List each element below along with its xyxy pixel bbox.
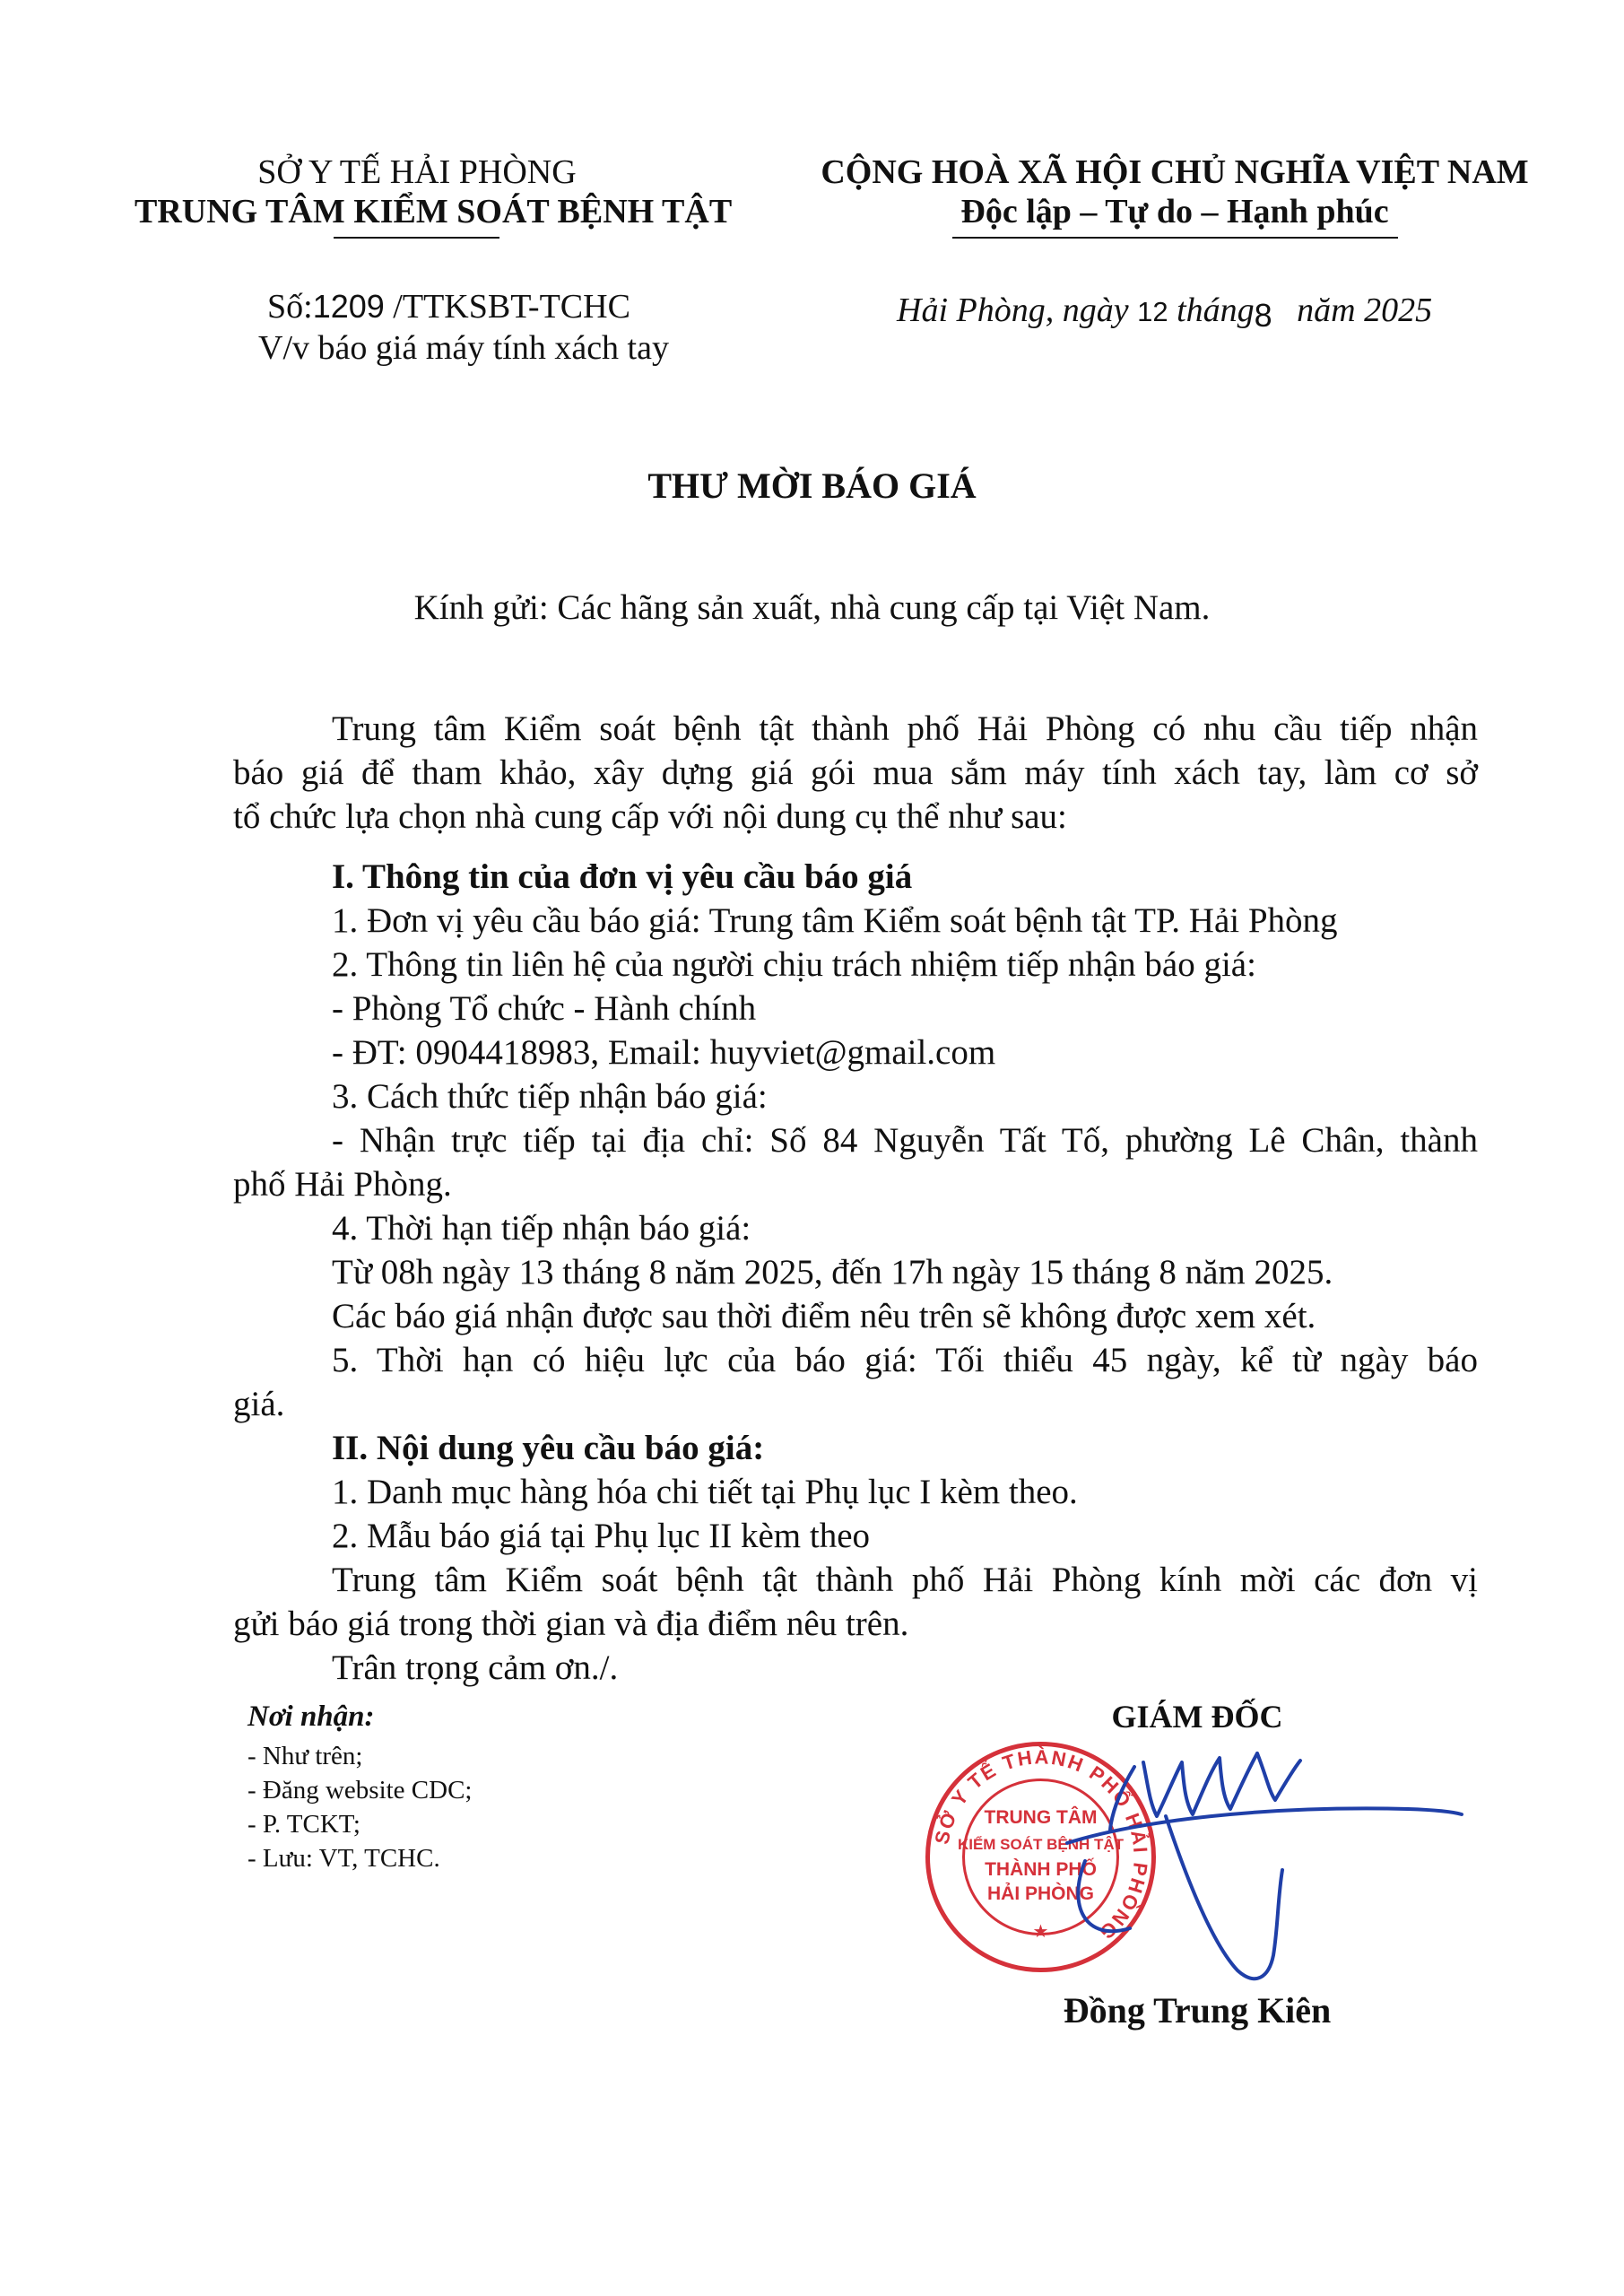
motto: Độc lập – Tự do – Hạnh phúc [960,193,1389,230]
closing-line-1: Trung tâm Kiểm soát bệnh tật thành phố Hải Phòng kính mời các đơn vị [332,1561,1478,1599]
signer-name: Đồng Trung Kiên [1063,1990,1332,2031]
document-number [267,287,630,326]
signer-role: GIÁM ĐỐC [1111,1699,1283,1735]
number-prefix: Số: [267,288,313,326]
section-1-line: phố Hải Phòng. [233,1165,452,1204]
document-title: THƯ MỜI BÁO GIÁ [647,465,977,506]
section-1-line: 2. Thông tin liên hệ của người chịu trách nhiệm tiếp nhận báo giá: [332,945,1256,984]
section-1-line: - Nhận trực tiếp tại địa chỉ: Số 84 Nguyễn Tất Tố, phường Lê Chân, thành [332,1121,1478,1160]
recipient-item: - Đăng website CDC; [248,1776,473,1805]
date-place: Hải Phòng, ngày [897,291,1129,329]
number-value: 1209 [312,288,385,325]
date-line [897,291,1433,334]
document-subject: V/v báo giá máy tính xách tay [258,329,669,367]
department-name: SỞ Y TẾ HẢI PHÒNG [257,153,577,191]
date-year: năm 2025 [1297,291,1433,329]
section-1-line: Các báo giá nhận được sau thời điểm nêu trên sẽ không được xem xét. [332,1297,1316,1335]
date-month: 8 [1254,297,1272,334]
org-underline [334,237,499,239]
stamp-ring-text: SỞ Y TẾ THÀNH PHỐ HẢI PHÒNG [930,1745,1152,1945]
date-day: 12 [1137,296,1168,327]
organization-name: TRUNG TÂM KIỂM SOÁT BỆNH TẬT [135,193,733,230]
section-1-line: 4. Thời hạn tiếp nhận báo giá: [332,1209,751,1248]
section-2-heading: II. Nội dung yêu cầu báo giá: [332,1429,765,1467]
stamp-center-text: HẢI PHÒNG [986,1883,1095,1904]
section-1-line: 5. Thời hạn có hiệu lực của báo giá: Tối thiểu 45 ngày, kể từ ngày báo [332,1341,1478,1379]
section-1-heading: I. Thông tin của đơn vị yêu cầu báo giá [332,857,913,896]
recipients-heading: Nơi nhận: [248,1700,375,1733]
closing-line-3: Trân trọng cảm ơn./. [332,1648,619,1687]
recipient-item: - P. TCKT; [248,1810,360,1839]
stamp-star-icon: ★ [1032,1920,1049,1942]
intro-line-2: báo giá để tham khảo, xây dựng giá gói mua sắm máy tính xách tay, làm cơ sở [233,753,1478,792]
motto-underline [952,237,1398,239]
handwritten-signature [1031,1735,1480,2005]
nation-name: CỘNG HOÀ XÃ HỘI CHỦ NGHĨA VIỆT NAM [821,153,1529,191]
intro-line-1: Trung tâm Kiểm soát bệnh tật thành phố Hải Phòng có nhu cầu tiếp nhận [332,709,1478,748]
signature-strokes [1067,1753,1462,1979]
section-2-line: 2. Mẫu báo giá tại Phụ lục II kèm theo [332,1517,871,1555]
number-suffix: /TTKSBT-TCHC [384,288,630,326]
intro-line-3: tổ chức lựa chọn nhà cung cấp với nội dung cụ thể như sau: [233,797,1067,836]
greeting: Kính gửi: Các hãng sản xuất, nhà cung cấp tại Việt Nam. [413,588,1211,627]
section-1-line: 1. Đơn vị yêu cầu báo giá: Trung tâm Kiểm soát bệnh tật TP. Hải Phòng [332,901,1338,940]
date-month-label: tháng [1177,291,1255,329]
stamp-center-text: KIỂM SOÁT BỆNH TẬT [957,1836,1125,1853]
recipient-item: - Lưu: VT, TCHC. [248,1844,440,1873]
stamp-center-text: THÀNH PHỐ [985,1859,1097,1880]
recipient-item: - Như trên; [248,1742,363,1770]
section-1-line: Từ 08h ngày 13 tháng 8 năm 2025, đến 17h ngày 15 tháng 8 năm 2025. [332,1253,1333,1292]
closing-line-2: gửi báo giá trong thời gian và địa điểm nêu trên. [233,1605,909,1643]
section-1-line: - ĐT: 0904418983, Email: huyviet@gmail.com [332,1033,996,1072]
section-1-line: - Phòng Tổ chức - Hành chính [332,989,757,1028]
section-1-line: 3. Cách thức tiếp nhận báo giá: [332,1077,768,1116]
section-1-line: giá. [233,1385,285,1423]
section-2-line: 1. Danh mục hàng hóa chi tiết tại Phụ lục I kèm theo. [332,1473,1078,1511]
stamp-center-text: TRUNG TÂM [984,1807,1098,1828]
